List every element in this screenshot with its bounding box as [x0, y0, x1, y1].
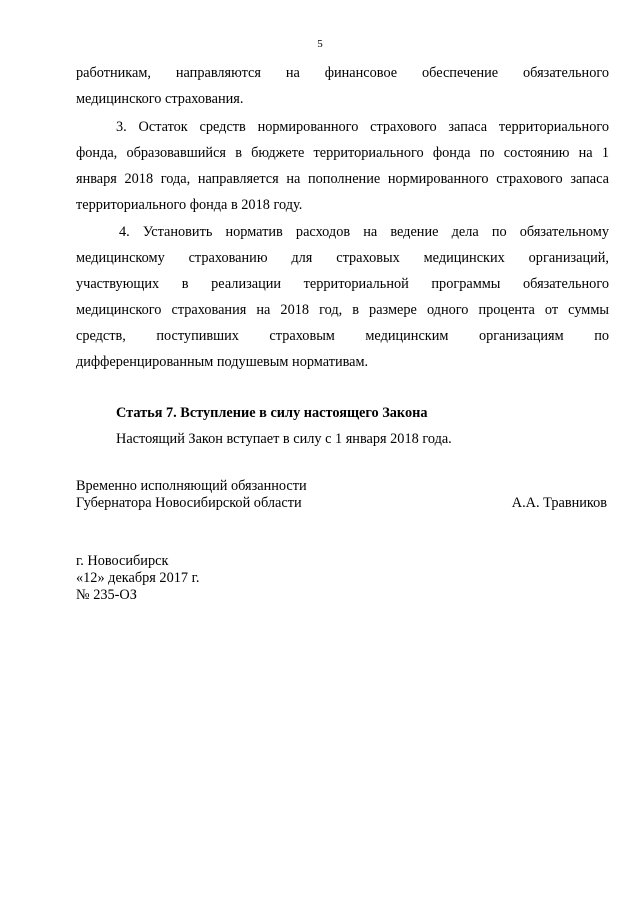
article-text: Настоящий Закон вступает в силу с 1 января 2018 года.	[116, 431, 452, 447]
footer-number: № 235-ОЗ	[76, 587, 137, 603]
text-line: 4. Установить норматив расходов на ведение дела по обязательному	[119, 224, 609, 240]
signature-name: А.А. Травников	[511, 495, 607, 511]
footer-date: «12» декабря 2017 г.	[76, 570, 200, 586]
text-line: фонда, образовавшийся в бюджете территориального фонда по состоянию на 1	[76, 145, 609, 161]
text-line: медицинского страхования.	[76, 91, 244, 107]
text-line: 3. Остаток средств нормированного страхового запаса территориального	[116, 119, 609, 135]
text-line: медицинского страхования на 2018 год, в размере одного процента от суммы	[76, 302, 609, 318]
text-line: работникам, направляются на финансовое обеспечение обязательного	[76, 65, 609, 81]
text-line: января 2018 года, направляется на пополнение нормированного страхового запаса	[76, 171, 609, 187]
text-line: медицинскому страхованию для страховых медицинских организаций,	[76, 250, 609, 266]
signature-position-line2: Губернатора Новосибирской области	[76, 495, 302, 511]
text-line: территориального фонда в 2018 году.	[76, 197, 303, 213]
page-number: 5	[317, 38, 323, 50]
article-title: Статья 7. Вступление в силу настоящего Закона	[116, 405, 428, 421]
footer-city: г. Новосибирск	[76, 553, 169, 569]
signature-position-line1: Временно исполняющий обязанности	[76, 478, 307, 494]
text-line: участвующих в реализации территориальной программы обязательного	[76, 276, 609, 292]
text-line: дифференцированным подушевым нормативам.	[76, 354, 369, 370]
text-line: средств, поступивших страховым медицинским организациям по	[76, 328, 609, 344]
